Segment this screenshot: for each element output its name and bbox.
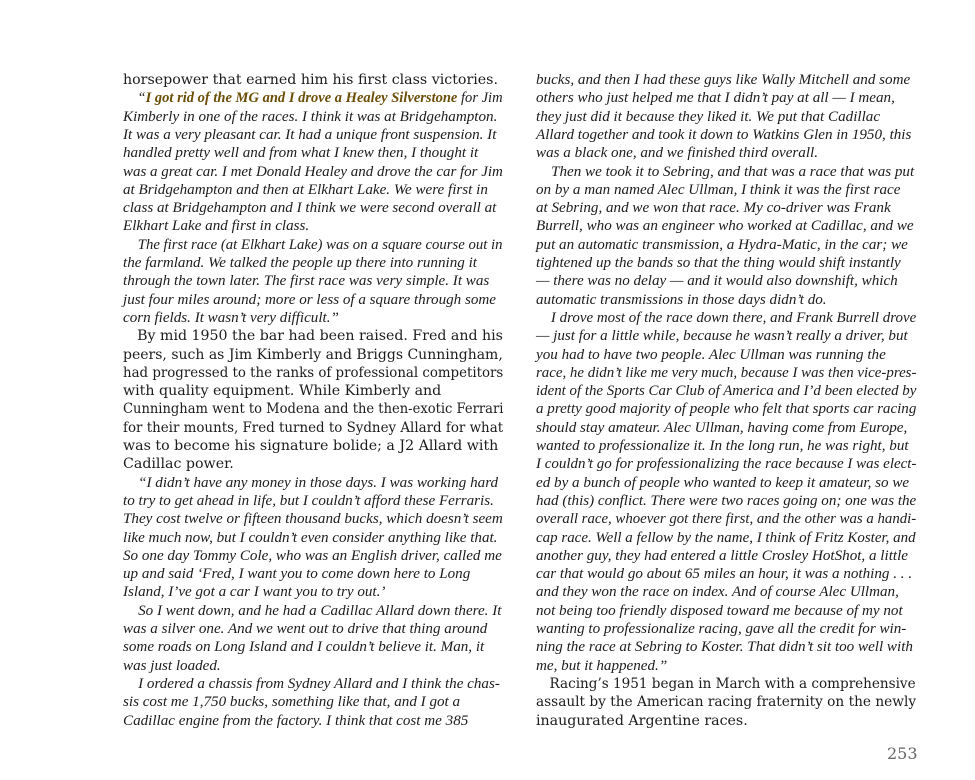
text-span: sis cost me 1,750 bucks, something like that, and I got a xyxy=(123,694,461,711)
text-line xyxy=(536,639,913,656)
text-line xyxy=(536,218,914,235)
text-line xyxy=(123,548,502,565)
text-span: I couldn’t go for professionalizing the race because I was elect- xyxy=(536,456,917,473)
text-line xyxy=(123,365,503,381)
text-line xyxy=(123,713,468,730)
text-span: It was a very pleasant car. It had a unique front suspension. It xyxy=(123,126,497,143)
text-span: ed by a bunch of people who wanted to keep it amateur, so we xyxy=(536,474,910,491)
text-line xyxy=(123,255,477,272)
text-line xyxy=(123,401,503,417)
text-span: I ordered a chassis from Sydney Allard and I think the chas- xyxy=(123,675,500,692)
text-line xyxy=(123,658,221,675)
text-line xyxy=(536,383,916,400)
text-line xyxy=(536,603,903,620)
text-line xyxy=(536,658,667,675)
text-span: overall race, whoever got there first, and the other was a handi- xyxy=(536,511,917,528)
text-line xyxy=(536,310,916,327)
text-span: cap race. Well a fellow by the name, I think of Fritz Koster, and xyxy=(536,529,916,546)
text-line xyxy=(123,90,503,107)
text-line xyxy=(123,328,503,344)
text-line xyxy=(536,456,916,473)
text-span: peers, such as Jim Kimberly and Briggs Cunningham, xyxy=(123,346,503,363)
text-span: another guy, they had entered a little Crosley HotShot, a little xyxy=(536,547,908,564)
text-line xyxy=(536,182,900,199)
text-span: corn fields. It wasn’t very difficult.” xyxy=(123,309,339,326)
text-line xyxy=(536,292,827,309)
text-line xyxy=(536,401,916,418)
text-span: through the town later. The first race was very simple. It was xyxy=(123,273,490,290)
text-line xyxy=(123,530,497,547)
text-line xyxy=(536,127,911,144)
text-line xyxy=(123,72,498,88)
text-line xyxy=(536,109,880,126)
text-span: put an automatic transmission, a Hydra-Matic, in the car; we xyxy=(536,236,908,253)
text-span: a pretty good majority of people who felt that sports car racing xyxy=(536,401,917,418)
text-span: others who just helped me that I didn’t pay at all — I mean, xyxy=(536,90,895,107)
text-span: automatic transmissions in those days didn’t do. xyxy=(536,291,827,308)
text-line xyxy=(536,420,907,437)
text-span: horsepower that earned him his first class victories. xyxy=(123,72,498,88)
text-line xyxy=(536,200,891,217)
text-span: on by a man named Alec Ullman, I think it was the first race xyxy=(536,181,901,198)
text-line xyxy=(536,676,916,692)
text-span: for Jim xyxy=(457,90,503,107)
text-line xyxy=(123,456,234,472)
text-line xyxy=(536,347,886,364)
text-span: bucks, and then I had these guys like Wally Mitchell and some xyxy=(536,72,911,88)
text-line xyxy=(123,621,487,638)
text-line xyxy=(536,566,912,583)
text-line xyxy=(536,365,916,382)
text-line xyxy=(536,328,908,345)
text-line xyxy=(536,72,910,89)
text-span: Elkhart Lake and first in class. xyxy=(123,218,310,235)
text-line xyxy=(123,639,484,656)
text-line xyxy=(123,347,503,363)
text-line xyxy=(536,145,818,162)
text-span: just four miles around; more or less of a square through some xyxy=(123,291,497,308)
text-span: had (this) conflict. There were two races going on; one was the xyxy=(536,492,917,509)
text-span: Allard together and took it down to Watkins Glen in 1950, this xyxy=(536,126,912,143)
text-span: was a silver one. And we went out to drive that thing around xyxy=(123,621,488,637)
text-line xyxy=(123,292,496,309)
text-span: like much now, but I couldn’t even consider anything like that. xyxy=(123,529,498,546)
text-line xyxy=(123,273,489,290)
text-span: for their mounts, Fred turned to Sydney Allard for what xyxy=(123,419,504,436)
text-line xyxy=(123,676,500,693)
text-span: some roads on Long Island and I couldn’t believe it. Man, it xyxy=(123,639,485,656)
text-line xyxy=(123,200,496,217)
text-line xyxy=(536,438,909,455)
text-line xyxy=(536,713,748,729)
text-line xyxy=(123,383,441,399)
text-span: Island, I’ve got a car I want you to try out.’ xyxy=(123,584,386,601)
text-span: the farmland. We talked the people up there into running it xyxy=(123,255,477,271)
text-span: ning the race at Sebring to Koster. That didn’t sit too well with xyxy=(536,639,913,656)
text-span: Cadillac engine from the factory. I think that cost me 385 xyxy=(123,712,469,729)
text-span: tightened up the bands so that the thing would shift instantly xyxy=(536,255,901,271)
text-line xyxy=(536,511,916,528)
text-line xyxy=(536,237,908,254)
text-line xyxy=(123,310,339,327)
text-line xyxy=(536,90,895,107)
text-span: “ xyxy=(123,90,146,107)
text-line xyxy=(536,475,909,492)
text-span: me, but it happened.” xyxy=(536,657,668,674)
text-span: at Sebring, and we won that race. My co-driver was Frank xyxy=(536,200,891,217)
text-span: class at Bridgehampton and I think we were second overall at xyxy=(123,200,497,217)
text-span: The first race (at Elkhart Lake) was on a square course out in xyxy=(123,236,503,253)
text-line xyxy=(536,493,916,510)
text-span: was a great car. I met Donald Healey and drove the car for Jim xyxy=(123,163,503,180)
text-span: you had to have two people. Alec Ullman was running the xyxy=(536,346,886,363)
text-line xyxy=(123,584,385,601)
text-line xyxy=(123,694,460,711)
text-line xyxy=(123,218,309,235)
text-line xyxy=(123,566,470,583)
text-span: should stay amateur. Alec Ullman, having come from Europe, xyxy=(536,419,908,436)
text-span: ident of the Sports Car Club of America and I’d been elected by xyxy=(536,383,917,400)
text-span: assault by the American racing fraternity on the newly xyxy=(536,694,917,711)
text-span: inaugurated Argentine races. xyxy=(536,712,748,729)
text-span: was just loaded. xyxy=(123,657,221,674)
text-span: was to become his signature bolide; a J2 Allard with xyxy=(123,438,499,454)
text-line xyxy=(536,621,906,638)
text-line xyxy=(123,493,494,510)
text-line xyxy=(123,511,503,528)
text-span: they just did it because they liked it. We put that Cadillac xyxy=(536,108,881,125)
text-span: handled pretty well and from what I knew then, I thought it xyxy=(123,145,479,162)
text-span: wanting to professionalize racing, gave all the credit for win- xyxy=(536,621,907,637)
text-span: Burrell, who was an engineer who worked at Cadillac, and we xyxy=(536,218,914,235)
text-span: Cunningham went to Modena and the then-exotic Ferrari xyxy=(123,401,504,418)
text-span: Cadillac power. xyxy=(123,456,234,473)
text-span: and they won the race on index. And of course Alec Ullman, xyxy=(536,584,899,601)
text-line xyxy=(536,255,901,272)
text-line xyxy=(536,273,898,290)
text-span: had progressed to the ranks of professional competitors xyxy=(123,364,504,381)
text-line xyxy=(123,438,498,454)
text-line xyxy=(123,127,496,144)
text-line xyxy=(123,475,498,492)
text-line xyxy=(123,237,503,254)
text-span: Then we took it to Sebring, and that was a race that was put xyxy=(536,163,915,180)
text-line xyxy=(123,182,488,199)
text-span: “I didn’t have any money in those days. I was working hard xyxy=(123,474,499,491)
text-line xyxy=(536,694,916,710)
text-span: By mid 1950 the bar had been raised. Fred and his xyxy=(123,328,503,345)
text-span: So one day Tommy Cole, who was an English driver, called me xyxy=(123,547,502,564)
text-line xyxy=(123,145,478,162)
text-span: not being too friendly disposed toward me because of my not xyxy=(536,602,903,619)
text-span: — there was no delay — and it would also downshift, which xyxy=(536,273,898,290)
page-number: 253 xyxy=(887,744,918,763)
text-line xyxy=(536,584,899,601)
text-span: I drove most of the race down there, and Frank Burrell drove xyxy=(536,309,917,326)
text-span: with quality equipment. While Kimberly and xyxy=(123,383,442,400)
text-span: wanted to professionalize it. In the long run, he was right, but xyxy=(536,438,909,454)
text-line xyxy=(536,548,908,565)
text-line xyxy=(123,164,503,181)
text-span: — just for a little while, because he wasn’t really a driver, but xyxy=(536,328,908,345)
text-line xyxy=(536,530,916,547)
text-line xyxy=(536,164,914,181)
text-span: So I went down, and he had a Cadillac Allard down there. It xyxy=(123,602,502,619)
highlighted-phrase: I got rid of the MG and I drove a Healey Silverstone xyxy=(145,90,458,107)
text-span: Racing’s 1951 began in March with a comprehensive xyxy=(536,675,916,692)
text-span: Kimberly in one of the races. I think it was at Bridgehampton. xyxy=(123,108,498,125)
text-span: to try to get ahead in life, but I couldn’t afford these Ferraris. xyxy=(123,492,494,509)
text-span: up and said ‘Fred, I want you to come down here to Long xyxy=(123,566,471,583)
text-line xyxy=(123,603,501,620)
text-span: at Bridgehampton and then at Elkhart Lake. We were first in xyxy=(123,181,488,198)
text-span: race, he didn’t like me very much, because I was then vice-pres- xyxy=(536,364,917,381)
text-span: car that would go about 65 miles an hour, it was a nothing . . . xyxy=(536,566,913,583)
text-line xyxy=(123,109,497,126)
text-span: They cost twelve or fifteen thousand bucks, which doesn’t seem xyxy=(123,511,503,528)
text-line xyxy=(123,420,503,436)
text-span: was a black one, and we finished third overall. xyxy=(536,145,818,162)
